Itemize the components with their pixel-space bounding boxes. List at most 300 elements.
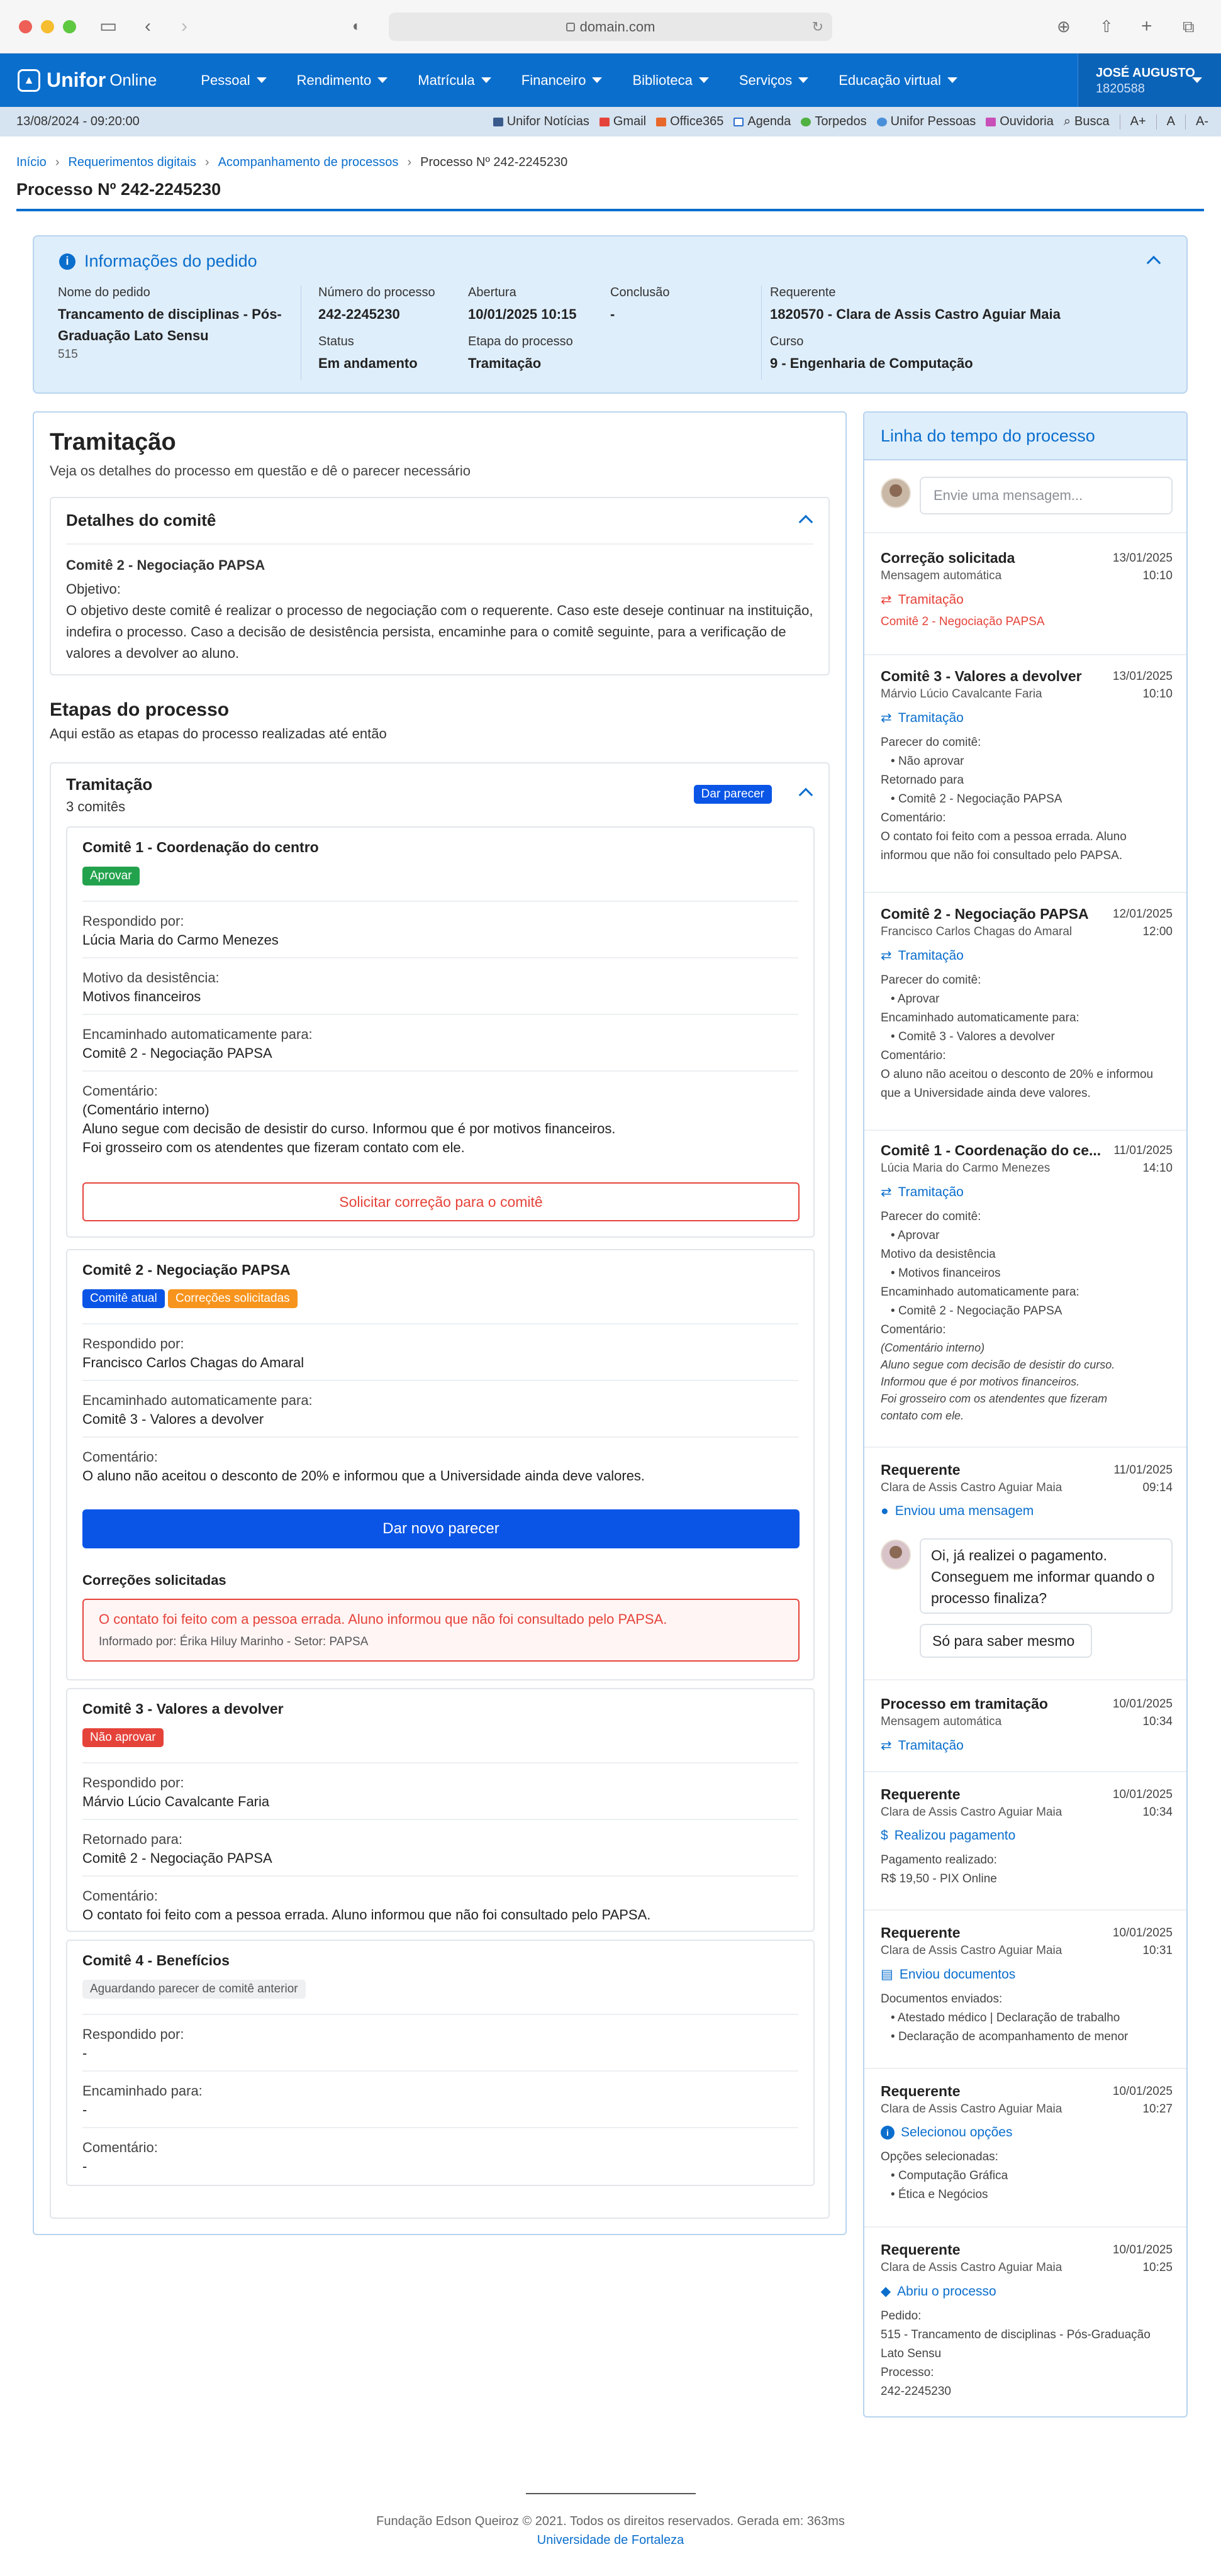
event-title: Requerente bbox=[881, 1786, 961, 1802]
link-label: Gmail bbox=[613, 114, 647, 128]
close-window-button[interactable] bbox=[19, 20, 32, 33]
field-requerente bbox=[770, 286, 1061, 325]
chevron-down-icon bbox=[699, 77, 709, 83]
link-office365[interactable] bbox=[656, 114, 723, 129]
action-label: Enviou documentos bbox=[899, 1967, 1016, 1982]
event-date bbox=[1113, 2083, 1173, 2118]
detail-comment: (Comentário interno) bbox=[881, 1341, 985, 1354]
event-date-day: 13/01/2025 bbox=[1112, 552, 1173, 565]
committee-title: Comitê 2 - Negociação PAPSA bbox=[82, 1262, 291, 1278]
field-label: Encaminhado automaticamente para: bbox=[82, 1026, 313, 1042]
field-value: Tramitação bbox=[468, 355, 542, 371]
chevron-right-icon: › bbox=[55, 155, 60, 169]
event-author: Lúcia Maria do Carmo Menezes bbox=[881, 1162, 1051, 1175]
nav-item-label: Matrícula bbox=[418, 72, 475, 88]
detail-item: • Aprovar bbox=[891, 992, 940, 1006]
event-author: Francisco Carlos Chagas do Amaral bbox=[881, 925, 1073, 938]
link-agenda[interactable] bbox=[733, 114, 791, 129]
divider bbox=[864, 2226, 1186, 2228]
divider bbox=[864, 1679, 1186, 1680]
divider bbox=[82, 1014, 798, 1015]
field-label: Número do processo bbox=[318, 286, 435, 299]
field-value: - bbox=[610, 306, 615, 322]
committee-card-1 bbox=[66, 826, 815, 1238]
nav-item-rendimento[interactable] bbox=[297, 72, 388, 89]
info-card-header[interactable] bbox=[59, 252, 257, 271]
event-title: Comitê 3 - Valores a devolver bbox=[881, 668, 1082, 684]
transfer-icon: ⇄ bbox=[881, 711, 892, 725]
tramitacao-panel bbox=[33, 411, 847, 2235]
brand-suffix: Online bbox=[109, 70, 157, 89]
transfer-icon: ⇄ bbox=[881, 948, 892, 963]
field-status bbox=[318, 335, 418, 374]
divider bbox=[82, 2070, 798, 2072]
field-label: Abertura bbox=[468, 286, 516, 299]
committee-details-card bbox=[50, 497, 830, 675]
detail-item-text: Declaração de acompanhamento de menor bbox=[898, 2030, 1129, 2043]
event-title: Comitê 2 - Negociação PAPSA bbox=[881, 906, 1089, 922]
field-label: Comentário: bbox=[82, 2140, 158, 2155]
event-date-day: 12/01/2025 bbox=[1112, 908, 1173, 921]
action-label: Enviou uma mensagem bbox=[895, 1504, 1034, 1518]
chevron-down-icon bbox=[798, 77, 808, 83]
withdrawal-reason bbox=[82, 970, 220, 1005]
committee-card-2 bbox=[66, 1249, 815, 1680]
request-correction-button[interactable]: Solicitar correção para o comitê bbox=[82, 1182, 800, 1221]
unifor-logo-icon: ▲ bbox=[18, 69, 40, 92]
detail-item-text: Comitê 2 - Negociação PAPSA bbox=[898, 1304, 1062, 1318]
corrections-title: Correções solicitadas bbox=[82, 1572, 226, 1588]
event-date-time: 09:14 bbox=[1142, 1481, 1173, 1494]
detail-label: Comentário: bbox=[881, 1323, 946, 1336]
event-date bbox=[1113, 668, 1173, 703]
event-title: Requerente bbox=[881, 2241, 961, 2258]
detail-label: Opções selecionadas: bbox=[881, 2150, 998, 2163]
correction-text: O contato foi feito com a pessoa errada. Aluno informou que não foi consultado pelo PAPSA. bbox=[99, 1611, 667, 1627]
breadcrumb-requerimentos[interactable]: Requerimentos digitais bbox=[68, 155, 196, 169]
detail-label: Encaminhado automaticamente para: bbox=[881, 1285, 1079, 1299]
responded-by bbox=[82, 913, 279, 948]
field-label: Comentário: bbox=[82, 1888, 158, 1904]
detail-item: • Motivos financeiros bbox=[891, 1267, 1001, 1280]
divider bbox=[82, 1762, 798, 1763]
correction-author: Informado por: Érika Hiluy Marinho - Setor: PAPSA bbox=[99, 1635, 369, 1648]
field-label: Requerente bbox=[770, 286, 836, 299]
field-label: Retornado para: bbox=[82, 1831, 182, 1847]
detail-item-text: Computação Gráfica bbox=[898, 2169, 1008, 2182]
timeline-event bbox=[881, 1142, 1173, 1424]
field-code: 515 bbox=[58, 348, 78, 361]
utility-bar bbox=[0, 107, 1221, 136]
divider bbox=[82, 2127, 798, 2128]
nav-item-educacao-virtual[interactable] bbox=[839, 72, 957, 89]
chevron-down-icon bbox=[377, 77, 387, 83]
action-label: Tramitação bbox=[898, 948, 964, 963]
responded-by bbox=[82, 1336, 304, 1371]
forward-icon[interactable]: › bbox=[181, 16, 187, 36]
message-bubble: Oi, já realizei o pagamento. Conseguem me informar quando o processo finaliza? bbox=[920, 1538, 1173, 1614]
search-icon: ⌕ bbox=[1063, 114, 1071, 128]
nav-item-biblioteca[interactable] bbox=[632, 72, 708, 89]
event-title: Processo em tramitação bbox=[881, 1696, 1048, 1712]
divider bbox=[82, 957, 798, 958]
detail-item: • Declaração de acompanhamento de menor bbox=[891, 2030, 1129, 2043]
action-label: Realizou pagamento bbox=[894, 1828, 1016, 1843]
divider bbox=[1156, 114, 1157, 130]
user-menu[interactable] bbox=[1078, 53, 1221, 107]
nav-item-servicos[interactable] bbox=[739, 72, 808, 89]
status-badge: Aguardando parecer de comitê anterior bbox=[82, 1980, 306, 1999]
event-date bbox=[1113, 2241, 1173, 2277]
font-increase-button[interactable]: A+ bbox=[1130, 114, 1146, 128]
window-controls bbox=[19, 20, 76, 33]
field-value: 10/01/2025 10:15 bbox=[468, 306, 577, 322]
field-label: Motivo da desistência: bbox=[82, 970, 220, 985]
section-subtitle: Veja os detalhes do processo em questão e dê o parecer necessário bbox=[50, 463, 471, 479]
detail-label: Pagamento realizado: bbox=[881, 1853, 997, 1867]
nav-item-pessoal[interactable] bbox=[201, 72, 266, 89]
detail-comment: Informou que é por motivos financeiros. bbox=[881, 1375, 1080, 1388]
timeline-event bbox=[881, 668, 1173, 865]
nav-item-label: Pessoal bbox=[201, 72, 250, 88]
divider bbox=[864, 654, 1186, 655]
page-title: Processo Nº 242-2245230 bbox=[16, 180, 221, 199]
divider bbox=[82, 1323, 798, 1324]
info-card-title: Informações do pedido bbox=[84, 252, 257, 270]
minimize-window-button[interactable] bbox=[41, 20, 54, 33]
privacy-shield-icon[interactable]: ◐ bbox=[352, 18, 362, 35]
link-label: Busca bbox=[1074, 114, 1110, 128]
event-title: Requerente bbox=[881, 1924, 961, 1941]
brand-name: Unifor bbox=[47, 69, 106, 91]
nav-item-matricula[interactable] bbox=[418, 72, 491, 89]
browser-toolbar bbox=[0, 0, 1221, 53]
event-author: Mensagem automática bbox=[881, 569, 1002, 582]
breadcrumb-current: Processo Nº 242-2245230 bbox=[420, 155, 568, 169]
link-gmail[interactable] bbox=[599, 114, 646, 129]
responded-by bbox=[82, 2026, 184, 2062]
divider bbox=[864, 1446, 1186, 1448]
main-navigation bbox=[0, 53, 1221, 107]
event-action bbox=[881, 948, 1173, 963]
link-unifor-noticias[interactable] bbox=[493, 114, 589, 129]
chevron-down-icon bbox=[1192, 77, 1202, 83]
field-value: 242-2245230 bbox=[318, 306, 400, 322]
nav-item-label: Educação virtual bbox=[839, 72, 941, 88]
divider bbox=[761, 286, 762, 380]
comment bbox=[82, 1449, 645, 1484]
event-title: Correção solicitada bbox=[881, 550, 1015, 566]
event-date bbox=[1113, 550, 1173, 585]
back-icon[interactable]: ‹ bbox=[145, 16, 151, 36]
link-unifor-pessoas[interactable] bbox=[877, 114, 976, 129]
chevron-up-icon[interactable] bbox=[799, 788, 813, 802]
event-date-time: 10:31 bbox=[1142, 1944, 1173, 1957]
chat-icon: ● bbox=[881, 1504, 889, 1518]
timeline-event bbox=[881, 906, 1173, 1103]
nav-item-label: Serviços bbox=[739, 72, 793, 88]
detail-label: Documentos enviados: bbox=[881, 1992, 1003, 2006]
info-icon: i bbox=[881, 2126, 895, 2140]
event-author: Márvio Lúcio Cavalcante Faria bbox=[881, 687, 1042, 701]
link-label: Torpedos bbox=[815, 114, 867, 128]
detail-item: • Comitê 3 - Valores a devolver bbox=[891, 1030, 1055, 1043]
comment-line: Foi grosseiro com os atendentes que fizeram contato com ele. bbox=[82, 1140, 465, 1155]
divider bbox=[864, 532, 1186, 533]
responded-by bbox=[82, 1775, 269, 1810]
action-label: Abriu o processo bbox=[897, 2284, 996, 2299]
font-reset-button[interactable]: A bbox=[1166, 114, 1175, 128]
event-title: Requerente bbox=[881, 2083, 961, 2099]
event-title: Requerente bbox=[881, 1462, 961, 1478]
comment-line: Aluno segue com decisão de desistir do curso. Informou que é por motivos financeiros. bbox=[82, 1121, 616, 1136]
divider bbox=[864, 892, 1186, 893]
event-date-day: 11/01/2025 bbox=[1113, 1463, 1173, 1477]
committee-name: Comitê 2 - Negociação PAPSA bbox=[66, 557, 265, 573]
field-value: O contato foi feito com a pessoa errada. Aluno informou que não foi consultado pelo PAPSA. bbox=[82, 1907, 651, 1923]
detail-item-text: Comitê 3 - Valores a devolver bbox=[898, 1030, 1055, 1043]
field-abertura bbox=[468, 286, 577, 325]
field-value: Márvio Lúcio Cavalcante Faria bbox=[82, 1794, 270, 1809]
detail-item-text: Atestado médico | Declaração de trabalho bbox=[897, 2011, 1120, 2024]
committee-title: Comitê 3 - Valores a devolver bbox=[82, 1701, 284, 1717]
detail-label: Comentário: bbox=[881, 1049, 946, 1062]
event-date bbox=[1113, 1462, 1173, 1497]
timeline-event bbox=[881, 2241, 1173, 2401]
event-date bbox=[1113, 1696, 1173, 1731]
divider bbox=[864, 2068, 1186, 2069]
detail-item: • Não aprovar bbox=[891, 755, 964, 768]
field-value: Comitê 2 - Negociação PAPSA bbox=[82, 1850, 272, 1866]
field-label: Comentário: bbox=[82, 1449, 158, 1465]
event-action bbox=[881, 592, 1173, 608]
transfer-icon: ⇄ bbox=[881, 592, 892, 607]
forwarded-to bbox=[82, 1392, 313, 1428]
field-nome-pedido bbox=[58, 286, 284, 362]
timeline-event bbox=[881, 1786, 1173, 1889]
link-label: Agenda bbox=[747, 114, 791, 128]
committee-title: Comitê 4 - Benefícios bbox=[82, 1952, 230, 1968]
chevron-up-icon[interactable] bbox=[799, 515, 813, 530]
share-icon[interactable]: ⇧ bbox=[1100, 17, 1113, 36]
detail-label: Pedido: bbox=[881, 2309, 922, 2323]
committee-details-body bbox=[66, 555, 813, 664]
new-tab-icon[interactable]: + bbox=[1141, 16, 1152, 36]
download-icon[interactable]: ⊕ bbox=[1057, 17, 1071, 36]
event-date-day: 10/01/2025 bbox=[1112, 1697, 1173, 1711]
link-label: Unifor Pessoas bbox=[890, 114, 976, 128]
field-label: Nome do pedido bbox=[58, 286, 150, 299]
field-value: Comitê 2 - Negociação PAPSA bbox=[82, 1045, 272, 1061]
new-opinion-button[interactable]: Dar novo parecer bbox=[82, 1509, 800, 1548]
breadcrumb bbox=[16, 155, 567, 170]
action-label: Tramitação bbox=[898, 1184, 964, 1199]
field-value: 1820570 - Clara de Assis Castro Aguiar Maia bbox=[770, 306, 1061, 322]
link-torpedos[interactable] bbox=[801, 114, 866, 129]
detail-item-text: Aprovar bbox=[897, 1229, 940, 1242]
corrections-badge: Correções solicitadas bbox=[168, 1289, 298, 1308]
event-date-time: 10:10 bbox=[1142, 687, 1173, 701]
footer-divider bbox=[526, 2493, 696, 2494]
event-date bbox=[1113, 1924, 1173, 1960]
field-label: Respondido por: bbox=[82, 1775, 184, 1790]
event-action bbox=[881, 1184, 1173, 1200]
breadcrumb-acompanhamento[interactable]: Acompanhamento de processos bbox=[218, 155, 399, 169]
status-badge: Não aprovar bbox=[82, 1728, 164, 1747]
section-title: Tramitação bbox=[50, 429, 176, 455]
chevron-down-icon bbox=[481, 77, 491, 83]
divider bbox=[82, 1436, 798, 1438]
info-icon: i bbox=[59, 253, 75, 270]
detail-label: Motivo da desistência bbox=[881, 1248, 996, 1261]
university-link[interactable]: Universidade de Fortaleza bbox=[537, 2533, 684, 2547]
field-curso bbox=[770, 335, 973, 374]
event-date bbox=[1113, 906, 1173, 941]
event-author: Clara de Assis Castro Aguiar Maia bbox=[881, 1944, 1062, 1957]
field-value: Em andamento bbox=[318, 355, 418, 371]
current-datetime: 13/08/2024 - 09:20:00 bbox=[16, 114, 140, 128]
transfer-icon: ⇄ bbox=[881, 1185, 892, 1199]
divider bbox=[82, 1070, 798, 1072]
nav-menu bbox=[201, 72, 957, 89]
action-label: Tramitação bbox=[898, 592, 964, 607]
field-numero-processo bbox=[318, 286, 435, 325]
chevron-down-icon bbox=[592, 77, 602, 83]
field-value: - bbox=[82, 2158, 87, 2174]
chevron-right-icon: › bbox=[407, 155, 412, 169]
detail-label: Parecer do comitê: bbox=[881, 1210, 981, 1223]
link-busca[interactable] bbox=[1064, 114, 1110, 129]
etapas-subtitle: Aqui estão as etapas do processo realizadas até então bbox=[50, 726, 387, 741]
committee-card-3 bbox=[66, 1688, 815, 1932]
divider bbox=[82, 901, 798, 902]
field-value: O aluno não aceitou o desconto de 20% e informou que a Universidade ainda deve valores. bbox=[82, 1468, 645, 1484]
event-date-time: 10:34 bbox=[1142, 1806, 1173, 1819]
event-action bbox=[881, 1967, 1173, 1982]
maximize-window-button[interactable] bbox=[63, 20, 76, 33]
field-etapa bbox=[468, 335, 573, 374]
detail-item-text: Motivos financeiros bbox=[898, 1267, 1001, 1280]
font-decrease-button[interactable]: A- bbox=[1196, 114, 1208, 128]
event-date-day: 10/01/2025 bbox=[1112, 1926, 1173, 1940]
event-author: Clara de Assis Castro Aguiar Maia bbox=[881, 2261, 1062, 2274]
comment bbox=[82, 1083, 615, 1156]
request-info-card bbox=[33, 235, 1188, 394]
event-author: Clara de Assis Castro Aguiar Maia bbox=[881, 1806, 1062, 1819]
objective-label: Objetivo: bbox=[66, 581, 121, 597]
field-label: Curso bbox=[770, 335, 804, 348]
timeline-event bbox=[881, 2083, 1173, 2204]
field-label: Respondido por: bbox=[82, 913, 184, 929]
breadcrumb-inicio[interactable]: Início bbox=[16, 155, 47, 169]
detail-label: Parecer do comitê: bbox=[881, 974, 981, 987]
graduation-cap-icon: ◆ bbox=[881, 2284, 891, 2299]
committee-title: Comitê 1 - Coordenação do centro bbox=[82, 839, 319, 855]
field-label: Status bbox=[318, 335, 354, 348]
detail-item: • Computação Gráfica bbox=[891, 2169, 1008, 2182]
copyright-text: Fundação Edson Queiroz © 2021. Todos os direitos reservados. Gerada em: 363ms bbox=[376, 2514, 845, 2528]
field-value: Comitê 3 - Valores a devolver bbox=[82, 1411, 264, 1427]
field-value: Lúcia Maria do Carmo Menezes bbox=[82, 932, 279, 948]
sidebar-toggle-icon[interactable]: ▭ bbox=[99, 16, 118, 36]
calendar-icon bbox=[733, 118, 744, 126]
timeline-event bbox=[881, 1462, 1173, 1519]
divider bbox=[1185, 114, 1186, 130]
tabs-overview-icon[interactable]: ⧉ bbox=[1183, 17, 1195, 36]
divider bbox=[864, 1909, 1186, 1911]
torpedo-icon bbox=[801, 118, 811, 126]
timeline-event bbox=[881, 1924, 1173, 2046]
link-label: Unifor Notícias bbox=[506, 114, 589, 128]
detail-label: Encaminhado automaticamente para: bbox=[881, 1011, 1079, 1024]
field-label: Respondido por: bbox=[82, 2026, 184, 2042]
field-value: Francisco Carlos Chagas do Amaral bbox=[82, 1355, 304, 1370]
timeline-event bbox=[881, 1696, 1173, 1753]
event-date-time: 14:10 bbox=[1142, 1162, 1173, 1175]
returned-to bbox=[82, 1831, 272, 1867]
status-badge: Aprovar bbox=[82, 867, 140, 886]
timeline-event bbox=[881, 550, 1173, 631]
megaphone-icon bbox=[986, 118, 996, 126]
avatar bbox=[881, 478, 911, 508]
objective-text: O objetivo deste comitê é realizar o processo de negociação com o requerente. Caso este deseje continuar na instituição, indefira o processo. Caso a decisão de desistência persista, encaminhe para o comitê seguinte, para a verificação de valores a devolver ao aluno. bbox=[66, 602, 813, 661]
detail-comment: Aluno segue com decisão de desistir do curso. bbox=[881, 1358, 1115, 1371]
avatar bbox=[881, 1540, 911, 1570]
action-label: Selecionou opções bbox=[901, 2125, 1013, 2140]
address-bar[interactable] bbox=[389, 13, 832, 41]
people-icon bbox=[877, 118, 887, 126]
link-ouvidoria[interactable] bbox=[986, 114, 1054, 129]
transfer-icon: ⇄ bbox=[881, 1738, 892, 1753]
lock-icon bbox=[566, 23, 575, 31]
detail-item: • Atestado médico | Declaração de trabalho bbox=[891, 2011, 1120, 2024]
chevron-up-icon[interactable] bbox=[1147, 256, 1161, 270]
event-date-time: 10:34 bbox=[1142, 1715, 1173, 1728]
detail-label: Processo: bbox=[881, 2366, 934, 2379]
detail-value: 242-2245230 bbox=[881, 2385, 951, 2398]
divider bbox=[82, 1380, 798, 1381]
divider bbox=[864, 1771, 1186, 1772]
detail-comment: O contato foi feito com a pessoa errada. Aluno informou que não foi consultado pelo PAPSA. bbox=[881, 830, 1127, 862]
divider bbox=[82, 2014, 798, 2015]
event-author: Clara de Assis Castro Aguiar Maia bbox=[881, 1481, 1062, 1494]
event-date-day: 13/01/2025 bbox=[1112, 670, 1173, 683]
nav-item-financeiro[interactable] bbox=[521, 72, 603, 89]
event-action bbox=[881, 2125, 1173, 2140]
event-action bbox=[881, 710, 1173, 726]
message-bubble: Só para saber mesmo bbox=[920, 1624, 1092, 1658]
event-date-time: 12:00 bbox=[1142, 925, 1173, 938]
divider bbox=[82, 1819, 798, 1820]
reload-icon[interactable]: ↻ bbox=[811, 18, 823, 35]
detail-label: Retornado para bbox=[881, 774, 964, 787]
dar-parecer-button[interactable]: Dar parecer bbox=[694, 785, 772, 804]
unifor-logo[interactable] bbox=[18, 69, 157, 92]
detail-label: Comentário: bbox=[881, 811, 946, 824]
link-label: Office365 bbox=[670, 114, 724, 128]
event-date-day: 11/01/2025 bbox=[1113, 1144, 1173, 1157]
process-timeline bbox=[863, 411, 1188, 2418]
field-value: Motivos financeiros bbox=[82, 989, 201, 1004]
message-input[interactable]: Envie uma mensagem... bbox=[920, 477, 1173, 514]
chevron-right-icon: › bbox=[204, 155, 209, 169]
forwarded-to bbox=[82, 2083, 203, 2118]
comment bbox=[82, 2140, 158, 2175]
field-label: Encaminhado automaticamente para: bbox=[82, 1392, 313, 1408]
detail-item: • Ética e Negócios bbox=[891, 2188, 988, 2201]
committee-card-4 bbox=[66, 1940, 815, 2186]
field-label: Etapa do processo bbox=[468, 335, 573, 348]
